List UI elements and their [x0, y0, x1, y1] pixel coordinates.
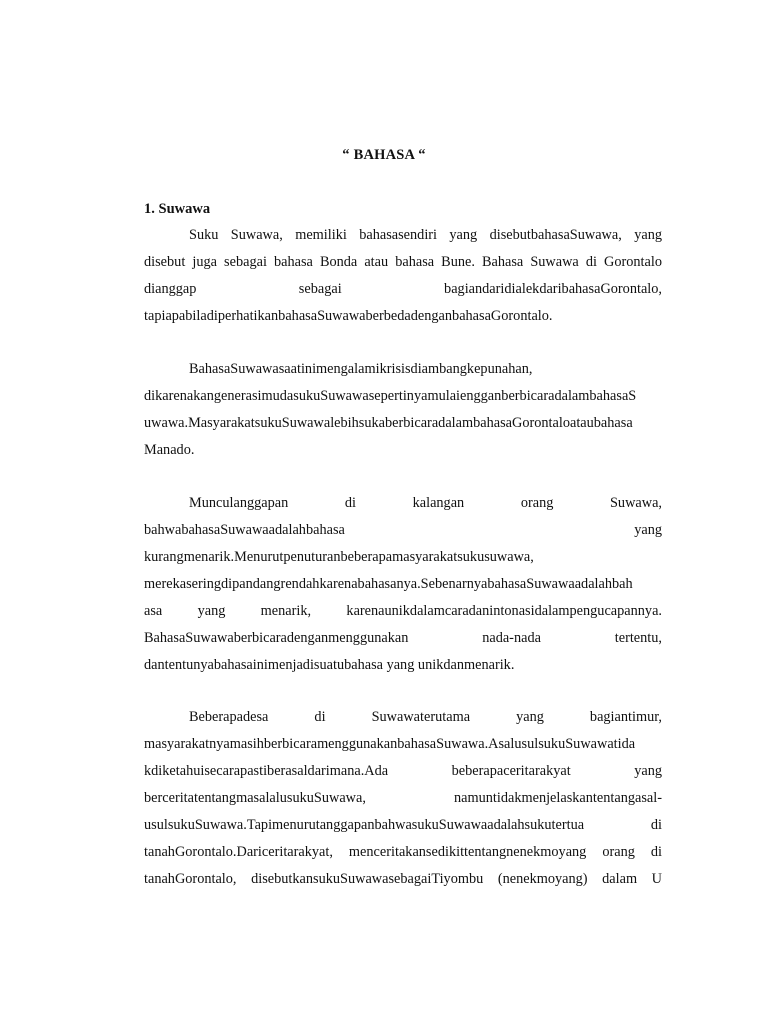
section-heading: 1. Suwawa — [144, 201, 211, 217]
paragraph-line: kdiketahuisecarapastiberasaldarimana.Ada beberapaceritarakyat yang — [144, 763, 662, 779]
paragraph-line: BahasaSuwawasaatinimengalamikrisisdiambangkepunahan, — [189, 361, 533, 377]
paragraph-line: Beberapadesa di Suwawaterutama yang bagiantimur, — [189, 709, 662, 725]
paragraph-1 — [144, 222, 662, 330]
paragraph-line: usulsukuSuwawa.TapimenurutanggapanbahwasukuSuwawaadalahsukutertua di — [144, 817, 662, 833]
paragraph-line: merekaseringdipandangrendahkarenabahasanya.SebenarnyabahasaSuwawaadalahbah — [144, 576, 633, 592]
paragraph-line: bahwabahasaSuwawaadalahbahasa yang — [144, 522, 662, 538]
paragraph-line: dikarenakangenerasimudasukuSuwawasepertinyamulaiengganberbicaradalambahasaS — [144, 388, 637, 404]
paragraph-line: dantentunyabahasainimenjadisuatubahasa yang unikdanmenarik. — [144, 657, 515, 673]
paragraph-line: tanahGorontalo, disebutkansukuSuwawasebagaiTiyombu (nenekmoyang) dalam U — [144, 871, 662, 887]
paragraph-line: BahasaSuwawaberbicaradenganmenggunakan nada-nada tertentu, — [144, 630, 662, 646]
paragraph-line: disebut juga sebagai bahasa Bonda atau bahasa Bune. Bahasa Suwawa di Gorontalo — [144, 254, 662, 270]
page-title: “ BAHASA “ — [342, 147, 426, 163]
paragraph-line: Munculanggapan di kalangan orang Suwawa, — [189, 495, 662, 511]
paragraph-line: tanahGorontalo.Dariceritarakyat, menceritakansedikittentangnenekmoyang orang di — [144, 844, 662, 860]
paragraph-line: Manado. — [144, 442, 195, 458]
paragraph-line: asa yang menarik, karenaunikdalamcaradanintonasidalampengucapannya. — [144, 603, 662, 619]
paragraph-2 — [144, 356, 662, 464]
paragraph-line: Suku Suwawa, memiliki bahasasendiri yang disebutbahasaSuwawa, yang — [189, 227, 662, 243]
paragraph-4 — [144, 704, 662, 893]
paragraph-line: dianggap sebagai bagiandaridialekdaribahasaGorontalo, — [144, 281, 662, 297]
paragraph-line: masyarakatnyamasihberbicaramenggunakanbahasaSuwawa.AsalusulsukuSuwawatida — [144, 736, 636, 752]
paragraph-line: berceritatentangmasalalusukuSuwawa, namuntidakmenjelaskantentangasal- — [144, 790, 662, 806]
paragraph-line: kurangmenarik.Menurutpenuturanbeberapamasyarakatsukusuwawa, — [144, 549, 534, 565]
paragraph-3 — [144, 490, 662, 679]
paragraph-line: tapiapabiladiperhatikanbahasaSuwawaberbedadenganbahasaGorontalo. — [144, 308, 553, 324]
paragraph-line: uwawa.MasyarakatsukuSuwawalebihsukaberbicaradalambahasaGorontaloataubahasa — [144, 415, 633, 431]
